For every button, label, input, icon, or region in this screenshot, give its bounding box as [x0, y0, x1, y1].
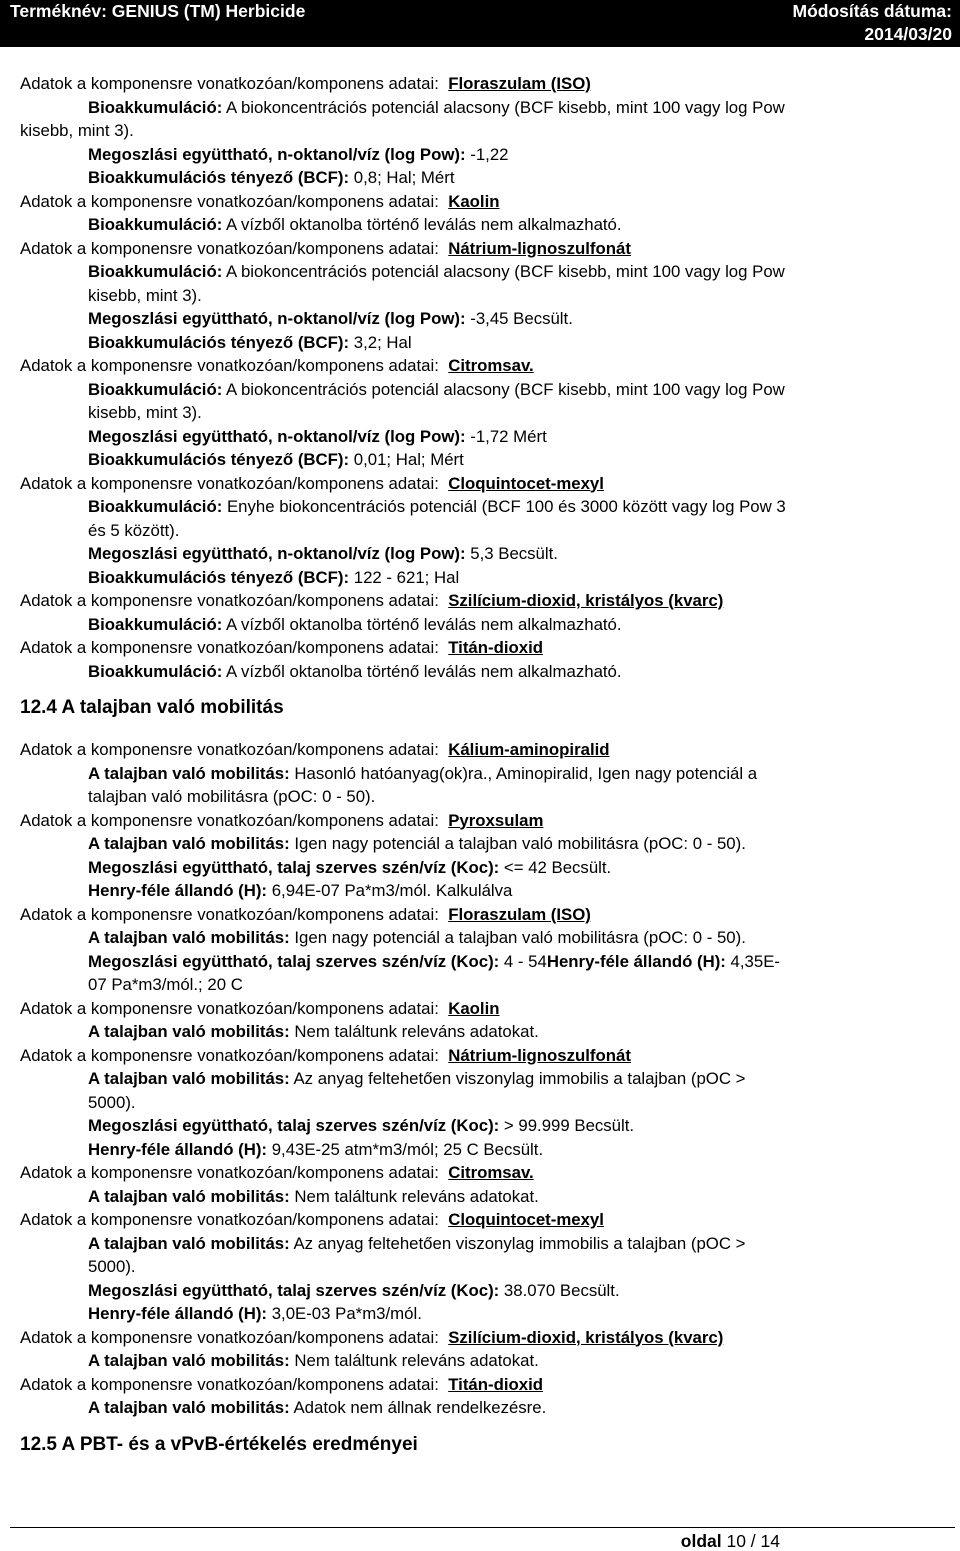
component-name: Nátrium-lignoszulfonát	[448, 238, 631, 258]
bioaccumulation-row	[0, 96, 960, 120]
section-number: 12.5	[20, 1433, 57, 1455]
component-prefix: Adatok a komponensre vonatkozóan/komponens adatai:	[20, 638, 439, 657]
component-prefix: Adatok a komponensre vonatkozóan/komponens adatai:	[20, 1210, 439, 1229]
bcf-value: 122 - 621; Hal	[349, 567, 460, 587]
component-prefix: Adatok a komponensre vonatkozóan/komponens adatai:	[20, 238, 439, 258]
koc-label: Megoszlási együttható, talaj szerves szén/víz (Koc):	[88, 1280, 500, 1300]
component-name: Nátrium-lignoszulfonát	[448, 1045, 631, 1065]
bioaccumulation-label: Bioakkumuláció:	[88, 497, 223, 516]
mobility-label: A talajban való mobilitás:	[88, 1351, 290, 1370]
component-name: Szilícium-dioxid, kristályos (kvarc)	[448, 591, 724, 610]
component-prefix: Adatok a komponensre vonatkozóan/komponens adatai:	[20, 810, 439, 830]
component-prefix: Adatok a komponensre vonatkozóan/komponens adatai:	[20, 998, 439, 1018]
bcf-label: Bioakkumulációs tényező (BCF):	[88, 332, 350, 352]
footer-divider	[10, 1527, 955, 1528]
logpow-value: -3,45 Becsült.	[465, 309, 573, 328]
component-prefix: Adatok a komponensre vonatkozóan/komponens adatai:	[20, 356, 439, 375]
henry-value: 9,43E-25 atm*m3/mól; 25 C Becsült.	[267, 1139, 544, 1159]
bcf-row	[0, 566, 960, 590]
koc-value: > 99.999 Becsült.	[499, 1116, 635, 1135]
mobility-row	[0, 1349, 960, 1373]
bioaccumulation-value: A biokoncentrációs potenciál alacsony (BCF kisebb, mint 100 vagy log Pow	[222, 379, 785, 399]
component-name: Kaolin	[448, 998, 500, 1018]
logpow-label: Megoszlási együttható, n-oktanol/víz (log Pow):	[88, 309, 466, 328]
henry-label: Henry-féle állandó (H):	[88, 881, 268, 900]
henry-value: 6,94E-07 Pa*m3/mól. Kalkulálva	[267, 881, 513, 900]
component-prefix: Adatok a komponensre vonatkozóan/komponens adatai:	[20, 1163, 439, 1182]
section-heading-12-4	[0, 695, 960, 721]
section-title: A talajban való mobilitás	[56, 697, 284, 718]
revision-date-label: Módosítás dátuma:	[792, 1, 952, 21]
component-prefix: Adatok a komponensre vonatkozóan/komponens adatai:	[20, 191, 439, 211]
component-name: Floraszulam (ISO)	[448, 904, 591, 924]
bioaccumulation-value: A vízből oktanolba történő leválás nem alkalmazható.	[222, 614, 622, 634]
component-name: Cloquintocet-mexyl	[448, 473, 604, 493]
component-prefix: Adatok a komponensre vonatkozóan/komponens adatai:	[20, 1374, 439, 1394]
bioaccumulation-continuation: kisebb, mint 3).	[88, 403, 202, 422]
henry-value: 4,35E-	[725, 951, 780, 971]
henry-row	[0, 1302, 960, 1326]
mobility-value: Nem találtunk releváns adatokat.	[289, 1022, 539, 1041]
component-heading	[0, 1373, 960, 1397]
bioaccumulation-row	[0, 260, 960, 284]
bioaccumulation-label: Bioakkumuláció:	[88, 262, 223, 281]
component-name: Citromsav.	[448, 1163, 534, 1182]
mobility-value: Nem találtunk releváns adatokat.	[289, 1351, 539, 1370]
mobility-continuation: 5000).	[88, 1257, 136, 1276]
component-prefix: Adatok a komponensre vonatkozóan/komponens adatai:	[20, 740, 439, 759]
mobility-row	[0, 1067, 960, 1091]
bioaccumulation-label: Bioakkumuláció:	[88, 215, 223, 234]
mobility-value: Igen nagy potenciál a talajban való mobilitásra (pOC: 0 - 50).	[289, 928, 746, 947]
section-title: A PBT- és a vPvB-értékelés eredményei	[56, 1433, 418, 1455]
bioaccumulation-continuation: kisebb, mint 3).	[88, 285, 202, 305]
mobility-value: Nem találtunk releváns adatokat.	[289, 1186, 539, 1206]
bcf-label: Bioakkumulációs tényező (BCF):	[88, 168, 350, 187]
mobility-row	[0, 1232, 960, 1256]
bioaccumulation-row	[0, 213, 960, 237]
bioaccumulation-value: A biokoncentrációs potenciál alacsony (BCF kisebb, mint 100 vagy log Pow	[222, 97, 785, 117]
mobility-row	[0, 762, 960, 786]
component-heading	[0, 472, 960, 496]
mobility-row	[0, 926, 960, 950]
logpow-value: 5,3 Becsült.	[465, 544, 558, 563]
henry-row	[0, 1138, 960, 1162]
component-prefix: Adatok a komponensre vonatkozóan/komponens adatai:	[20, 74, 439, 93]
component-name: Kaolin	[448, 191, 500, 211]
bcf-label: Bioakkumulációs tényező (BCF):	[88, 450, 350, 469]
component-heading	[0, 190, 960, 214]
mobility-label: A talajban való mobilitás:	[88, 763, 290, 783]
bioaccumulation-label: Bioakkumuláció:	[88, 614, 223, 634]
koc-label: Megoszlási együttható, talaj szerves szén/víz (Koc):	[88, 951, 500, 971]
component-heading	[0, 636, 960, 660]
bioaccumulation-row	[0, 378, 960, 402]
bioaccumulation-label: Bioakkumuláció:	[88, 97, 223, 117]
henry-continuation: 07 Pa*m3/mól.; 20 C	[88, 975, 243, 994]
koc-henry-row	[0, 950, 960, 974]
component-name: Szilícium-dioxid, kristályos (kvarc)	[448, 1327, 724, 1347]
mobility-continuation: talajban való mobilitásra (pOC: 0 - 50).	[88, 787, 376, 806]
component-name: Pyroxsulam	[448, 810, 544, 830]
koc-label: Megoszlási együttható, talaj szerves szén/víz (Koc):	[88, 1116, 500, 1135]
henry-label: Henry-féle állandó (H):	[88, 1304, 268, 1323]
koc-value: <= 42 Becsült.	[499, 857, 612, 877]
component-prefix: Adatok a komponensre vonatkozóan/komponens adatai:	[20, 1327, 439, 1347]
mobility-label: A talajban való mobilitás:	[88, 1398, 290, 1417]
component-heading	[0, 903, 960, 927]
logpow-label: Megoszlási együttható, n-oktanol/víz (log Pow):	[88, 544, 466, 563]
koc-row	[0, 856, 960, 880]
mobility-value: Az anyag feltehetően viszonylag immobilis a talajban (pOC >	[289, 1233, 746, 1253]
bcf-value: 0,01; Hal; Mért	[349, 450, 464, 469]
logpow-label: Megoszlási együttható, n-oktanol/víz (log Pow):	[88, 144, 466, 164]
bcf-value: 3,2; Hal	[349, 332, 412, 352]
koc-value: 4 - 54	[499, 951, 547, 971]
component-prefix: Adatok a komponensre vonatkozóan/komponens adatai:	[20, 1045, 439, 1065]
mobility-label: A talajban való mobilitás:	[88, 834, 290, 853]
bioaccumulation-value: A biokoncentrációs potenciál alacsony (BCF kisebb, mint 100 vagy log Pow	[222, 262, 785, 281]
mobility-row	[0, 1396, 960, 1420]
bcf-label: Bioakkumulációs tényező (BCF):	[88, 567, 350, 587]
section-heading-12-5	[0, 1432, 960, 1458]
bioaccumulation-value: A vízből oktanolba történő leválás nem alkalmazható.	[222, 215, 622, 234]
component-prefix: Adatok a komponensre vonatkozóan/komponens adatai:	[20, 591, 439, 610]
henry-label: Henry-féle állandó (H):	[88, 1139, 268, 1159]
component-heading	[0, 589, 960, 613]
bioaccumulation-continuation: és 5 között).	[88, 520, 180, 540]
mobility-continuation: 5000).	[88, 1092, 136, 1112]
mobility-label: A talajban való mobilitás:	[88, 1069, 290, 1088]
revision-date-value: 2014/03/20	[864, 24, 952, 44]
mobility-value: Adatok nem állnak rendelkezésre.	[289, 1398, 547, 1417]
mobility-label: A talajban való mobilitás:	[88, 928, 290, 947]
component-heading	[0, 809, 960, 833]
component-name: Kálium-aminopiralid	[448, 740, 610, 759]
bioaccumulation-row	[0, 495, 960, 519]
component-heading	[0, 1044, 960, 1068]
bioaccumulation-row	[0, 660, 960, 684]
logpow-row	[0, 425, 960, 449]
page-number: 10 / 14	[721, 1531, 780, 1551]
koc-row	[0, 1114, 960, 1138]
component-heading	[0, 997, 960, 1021]
koc-label: Megoszlási együttható, talaj szerves szén/víz (Koc):	[88, 857, 500, 877]
component-prefix: Adatok a komponensre vonatkozóan/komponens adatai:	[20, 473, 439, 493]
bioaccumulation-row	[0, 613, 960, 637]
mobility-value: Az anyag feltehetően viszonylag immobilis a talajban (pOC >	[289, 1069, 746, 1088]
mobility-label: A talajban való mobilitás:	[88, 1233, 290, 1253]
logpow-value: -1,22	[465, 144, 509, 164]
component-heading	[0, 237, 960, 261]
bcf-row	[0, 166, 960, 190]
component-heading	[0, 1208, 960, 1232]
henry-label: Henry-féle állandó (H):	[546, 951, 726, 971]
mobility-label: A talajban való mobilitás:	[88, 1186, 290, 1206]
component-name: Floraszulam (ISO)	[448, 74, 591, 93]
section-number: 12.4	[20, 697, 57, 718]
mobility-value: Hasonló hatóanyag(ok)ra., Aminopiralid, Igen nagy potenciál a	[289, 763, 758, 783]
bioaccumulation-label: Bioakkumuláció:	[88, 661, 223, 681]
page-footer	[681, 1531, 780, 1551]
logpow-row	[0, 542, 960, 566]
component-name: Titán-dioxid	[448, 1374, 543, 1394]
logpow-label: Megoszlási együttható, n-oktanol/víz (log Pow):	[88, 426, 466, 446]
logpow-row	[0, 307, 960, 331]
koc-row	[0, 1279, 960, 1303]
component-heading	[0, 354, 960, 378]
component-heading	[0, 738, 960, 762]
mobility-row	[0, 1020, 960, 1044]
page-word: oldal	[680, 1531, 722, 1551]
bioaccumulation-value: Enyhe biokoncentrációs potenciál (BCF 100 és 3000 között vagy log Pow 3	[222, 497, 786, 516]
bioaccumulation-label: Bioakkumuláció:	[88, 379, 223, 399]
bcf-row	[0, 331, 960, 355]
component-prefix: Adatok a komponensre vonatkozóan/komponens adatai:	[20, 904, 439, 924]
component-name: Cloquintocet-mexyl	[448, 1210, 604, 1229]
component-heading	[0, 1161, 960, 1185]
mobility-label: A talajban való mobilitás:	[88, 1022, 290, 1041]
bcf-value: 0,8; Hal; Mért	[349, 168, 455, 187]
mobility-row	[0, 1185, 960, 1209]
koc-value: 38.070 Becsült.	[499, 1280, 620, 1300]
component-heading	[0, 72, 960, 96]
henry-row	[0, 879, 960, 903]
component-heading	[0, 1326, 960, 1350]
component-name: Citromsav.	[448, 356, 534, 375]
product-name: Terméknév: GENIUS (TM) Herbicide	[10, 1, 306, 21]
logpow-row	[0, 143, 960, 167]
bcf-row	[0, 448, 960, 472]
bioaccumulation-value: A vízből oktanolba történő leválás nem alkalmazható.	[222, 661, 622, 681]
component-name: Titán-dioxid	[448, 638, 543, 657]
mobility-value: Igen nagy potenciál a talajban való mobilitásra (pOC: 0 - 50).	[289, 834, 746, 853]
page-header	[0, 0, 960, 47]
bioaccumulation-continuation: kisebb, mint 3).	[20, 121, 134, 140]
mobility-row	[0, 832, 960, 856]
logpow-value: -1,72 Mért	[465, 426, 547, 446]
henry-value: 3,0E-03 Pa*m3/mól.	[267, 1304, 422, 1323]
document-body	[0, 72, 960, 1458]
